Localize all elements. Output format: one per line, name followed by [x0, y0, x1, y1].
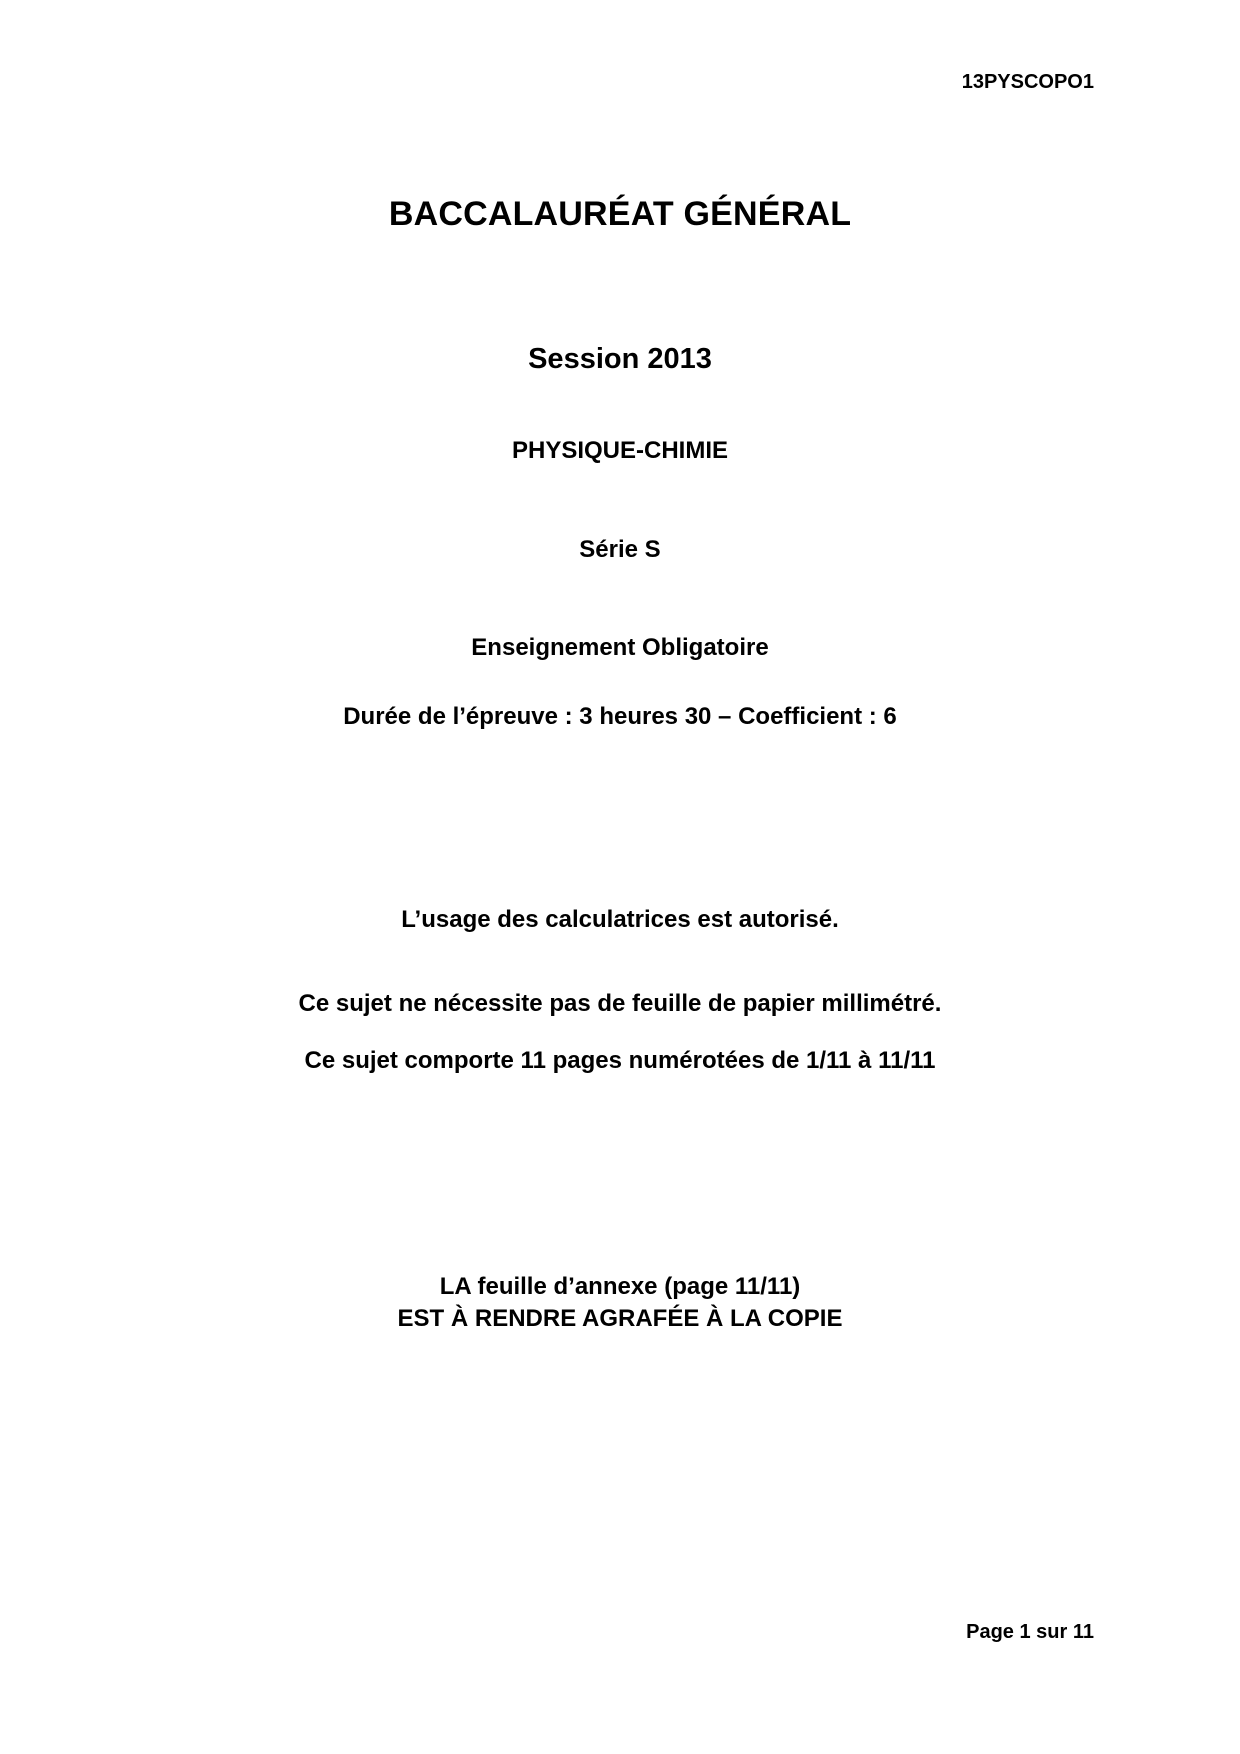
- exam-title: BACCALAURÉAT GÉNÉRAL: [388, 195, 852, 233]
- duration-coefficient: Durée de l’épreuve : 3 heures 30 – Coefficient : 6: [343, 703, 897, 730]
- teaching-type: Enseignement Obligatoire: [471, 634, 769, 661]
- subject: PHYSIQUE-CHIMIE: [511, 437, 729, 464]
- annex-notice-line-1: LA feuille d’annexe (page 11/11): [439, 1273, 801, 1300]
- serie: Série S: [579, 536, 661, 563]
- calculator-notice: L’usage des calculatrices est autorisé.: [401, 906, 839, 933]
- page-count-notice: Ce sujet comporte 11 pages numérotées de 1/11 à 11/11: [304, 1047, 936, 1074]
- annex-notice-line-2: EST À RENDRE AGRAFÉE À LA COPIE: [397, 1305, 843, 1332]
- graph-paper-notice: Ce sujet ne nécessite pas de feuille de papier millimétré.: [298, 990, 942, 1017]
- exam-code: 13PYSCOPO1: [961, 71, 1094, 93]
- page-number: Page 1 sur 11: [966, 1621, 1094, 1643]
- session-year: Session 2013: [528, 343, 712, 375]
